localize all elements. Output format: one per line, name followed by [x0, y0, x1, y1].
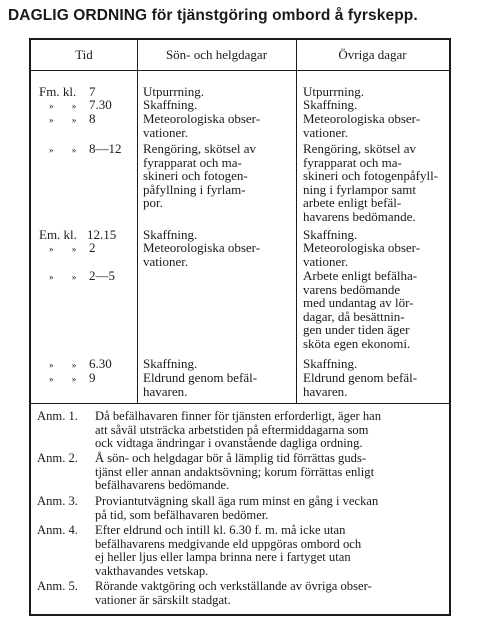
ditto-mark: » » — [49, 115, 85, 125]
ditto-mark: » » — [49, 101, 85, 111]
time-cell — [39, 85, 135, 99]
cell-line: Skaffning. — [303, 227, 358, 242]
note-line: vakthavandes vetskap. — [95, 563, 209, 578]
column-divider-2 — [296, 40, 297, 403]
cell-line: Skaffning. — [303, 356, 358, 371]
time-cell — [39, 228, 135, 242]
ovriga-cell — [303, 357, 447, 371]
time-prefix: Fm. kl. — [39, 84, 77, 99]
note-line: befälhavarens bedömande. — [95, 478, 230, 492]
time-value: 12.15 — [87, 227, 117, 242]
column-divider-1 — [137, 40, 138, 403]
note-line: befälhavarens medgivande eld uppgöras ombord och — [95, 536, 362, 551]
son-cell — [143, 357, 293, 371]
cell-line: Skaffning. — [143, 97, 198, 112]
cell-line: Utpurrning. — [143, 84, 205, 99]
note-label: Anm. 2. — [37, 451, 78, 465]
time-value: 9 — [89, 370, 96, 385]
note-text — [95, 495, 447, 522]
notes-rule — [31, 403, 449, 404]
header-rule — [31, 70, 449, 71]
note-line: Rörande vaktgöring och verkställande av övriga obser- — [95, 579, 372, 593]
cell-line: Eldrund genom befäl- — [143, 370, 258, 385]
son-cell — [143, 142, 293, 210]
cell-line: Meteorologiska obser- — [303, 240, 421, 255]
cell-line: dagar, då besättnin- — [303, 308, 405, 324]
note-line: tjänst eller annan andaktsövning; korum förrättas enligt — [95, 464, 375, 479]
note-line: Å sön- och helgdagar bör å lämplig tid förrättas guds- — [95, 451, 367, 465]
cell-line: Eldrund genom befäl- — [303, 370, 418, 385]
note-text — [95, 410, 447, 451]
time-value: 8 — [89, 111, 96, 126]
note-label: Anm. 3. — [37, 494, 78, 508]
header-ovriga-dagar: Övriga dagar — [338, 47, 407, 62]
cell-line: fyrapparat och ma- — [303, 154, 402, 170]
cell-line: por. — [143, 195, 163, 211]
time-value: 2 — [89, 240, 96, 255]
note-text — [95, 524, 447, 578]
cell-line: Meteorologiska obser- — [143, 240, 261, 255]
ovriga-cell — [303, 269, 447, 351]
note-line: Efter eldrund och intill kl. 6.30 f. m. må icke utan — [95, 523, 346, 537]
cell-line: skineri och fotogen- — [143, 168, 248, 184]
ditto-mark: » » — [49, 272, 85, 282]
cell-line: vationer. — [303, 124, 349, 140]
cell-line: fyrapparat och ma- — [143, 154, 242, 170]
ditto-mark: » » — [49, 145, 85, 155]
ovriga-cell — [303, 112, 447, 139]
note-text — [95, 452, 447, 493]
note-text — [95, 580, 447, 607]
header-son-helgdagar: Sön- och helgdagar — [165, 47, 268, 62]
note-line: Då befälhavaren finner för tjänsten erforderligt, äger han — [95, 409, 382, 423]
cell-line: Arbete enligt befälha- — [303, 268, 418, 283]
note-label: Anm. 1. — [37, 409, 78, 423]
cell-line: påfyllning i fyrlam- — [143, 181, 246, 197]
header-tid: Tid — [75, 47, 93, 62]
son-cell — [143, 371, 293, 398]
note-line: att såväl utsträcka arbetstiden på eftermiddagarna som — [95, 422, 369, 437]
cell-line: Utpurrning. — [303, 84, 365, 99]
cell-line: vationer. — [143, 253, 189, 269]
cell-line: ning i fyrlampor samt — [303, 181, 417, 197]
time-value: 8—12 — [89, 141, 122, 156]
cell-line: havaren. — [303, 383, 348, 399]
cell-line: Skaffning. — [143, 356, 198, 371]
time-prefix: Em. kl. — [39, 227, 77, 242]
ovriga-cell — [303, 241, 447, 268]
note-line: Proviantutvägning skall äga rum minst en gång i veckan — [95, 494, 379, 508]
ovriga-cell — [303, 142, 447, 224]
cell-line: havarens bedömande. — [303, 208, 416, 224]
son-cell — [143, 98, 293, 112]
cell-line: Skaffning. — [143, 227, 198, 242]
son-cell — [143, 112, 293, 139]
cell-line: Meteorologiska obser- — [303, 111, 421, 126]
time-value: 6.30 — [89, 356, 112, 371]
cell-line: sköta egen ekonomi. — [303, 335, 411, 351]
cell-line: Rengöring, skötsel av — [303, 141, 417, 156]
cell-line: gen under tiden äger — [303, 322, 410, 338]
cell-line: Skaffning. — [303, 97, 358, 112]
cell-line: Rengöring, skötsel av — [143, 141, 257, 156]
cell-line: skineri och fotogenpåfyll- — [303, 168, 439, 184]
time-value: 7.30 — [89, 97, 112, 112]
cell-line: varens bedömande — [303, 281, 401, 297]
ditto-mark: » » — [49, 244, 85, 254]
cell-line: havaren. — [143, 383, 188, 399]
note-label: Anm. 5. — [37, 579, 78, 593]
ovriga-cell — [303, 98, 447, 112]
cell-line: arbete enligt befäl- — [303, 195, 402, 211]
ditto-mark: » » — [49, 374, 85, 384]
son-cell — [143, 241, 293, 268]
cell-line: med undantag av lör- — [303, 295, 414, 311]
cell-line: vationer. — [143, 124, 189, 140]
document-title: DAGLIG ORDNING för tjänstgöring ombord å fyrskepp. — [8, 7, 418, 24]
note-line: vationer är särskilt stadgat. — [95, 592, 231, 607]
time-value: 2—5 — [89, 268, 115, 283]
note-line: på tid, som befälhavaren bedömer. — [95, 507, 269, 522]
schedule-frame — [29, 38, 451, 616]
ovriga-cell — [303, 371, 447, 398]
time-value: 7 — [89, 84, 96, 99]
cell-line: Meteorologiska obser- — [143, 111, 261, 126]
ditto-mark: » » — [49, 360, 85, 370]
note-line: ock vidtaga ändringar i ovanstående dagliga ordning. — [95, 436, 363, 450]
note-line: ej heller ljus eller lampa brinna nere i fartyget utan — [95, 550, 351, 564]
note-label: Anm. 4. — [37, 523, 78, 537]
cell-line: vationer. — [303, 253, 349, 269]
